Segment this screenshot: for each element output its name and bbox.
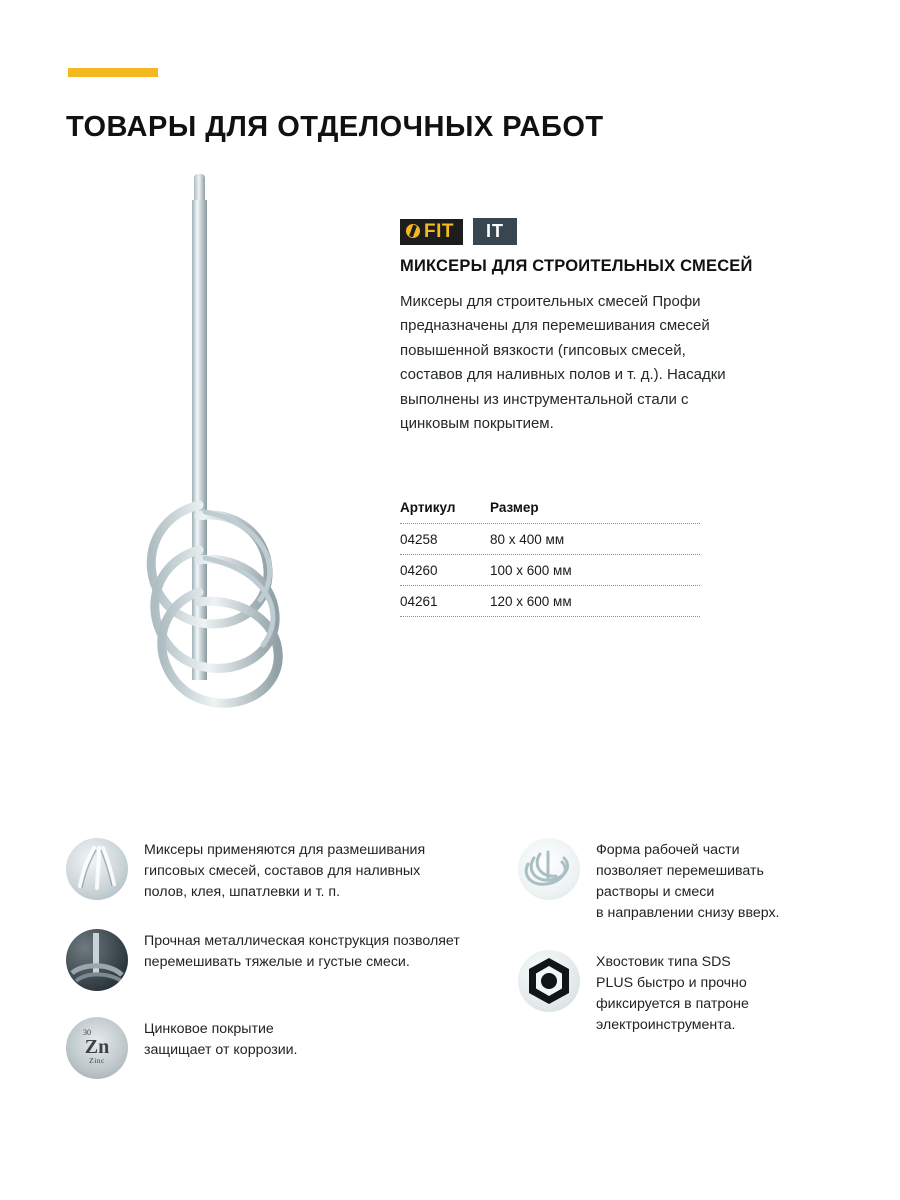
cell-size: 120 x 600 мм	[490, 594, 572, 609]
feature-line: Форма рабочей части	[596, 842, 740, 858]
feature-text-zinc	[144, 1017, 298, 1061]
spec-col-size: Размер	[490, 500, 539, 515]
product-image	[120, 160, 370, 740]
feature-line: Цинковое покрытие	[144, 1021, 274, 1038]
page-title: ТОВАРЫ ДЛЯ ОТДЕЛОЧНЫХ РАБОТ	[66, 111, 604, 144]
feature-line: фиксируется в патроне	[596, 996, 749, 1013]
zinc-element-label	[66, 1029, 128, 1065]
spiral-shape-icon	[518, 838, 580, 900]
cell-article: 04260	[400, 563, 438, 578]
table-row	[400, 554, 700, 585]
feature-text-construction	[144, 929, 460, 973]
sds-plus-shank-icon	[518, 950, 580, 1012]
brand-badge-fit-label: FIT	[424, 220, 454, 242]
feature-line: гипсовых смесей, составов для наливных	[144, 863, 421, 880]
feature-line: Хвостовик типа SDS	[596, 954, 731, 971]
feature-item-application	[66, 838, 466, 903]
spec-table-header	[400, 500, 700, 523]
brand-badge-fit	[400, 219, 463, 245]
cell-size: 80 x 400 мм	[490, 532, 565, 547]
table-row	[400, 585, 700, 617]
feature-line: позволяет перемешивать	[596, 863, 764, 880]
brand-badges	[400, 218, 760, 245]
mixer-blades-icon	[66, 838, 128, 900]
feature-item-construction	[66, 929, 466, 991]
spec-col-article: Артикул	[400, 500, 456, 515]
zinc-symbol: Zn	[84, 1036, 110, 1059]
accent-bar	[68, 68, 158, 77]
feature-item-shape	[518, 838, 878, 924]
brand-badge-it: IT	[473, 218, 517, 245]
cell-size: 100 x 600 мм	[490, 563, 572, 578]
cell-article: 04258	[400, 532, 438, 547]
feature-text-shape	[596, 838, 779, 924]
features-right-column	[518, 838, 878, 1062]
product-description: Миксеры для строительных смесей Профи предназначены для перемешивания смесей повышенной вязкости (гипсовых смесей, составов для наливных полов и т. д.). Насадки выполнены из инструментальной стали с цинковым покрытием.	[400, 293, 726, 433]
product-info	[400, 218, 760, 437]
zinc-atomic-number: 30	[83, 1028, 91, 1038]
feature-line: Миксеры применяются для размешивания	[144, 842, 426, 858]
feature-text-application	[144, 838, 425, 903]
feature-line: растворы и смеси	[596, 884, 715, 901]
fit-logo-icon	[406, 224, 420, 238]
features-left-column	[66, 838, 466, 1105]
product-title: МИКСЕРЫ ДЛЯ СТРОИТЕЛЬНЫХ СМЕСЕЙ	[400, 257, 753, 275]
feature-line: PLUS быстро и прочно	[596, 975, 747, 992]
feature-line: полов, клея, шпатлевки и т. п.	[144, 884, 341, 901]
feature-line: защищает от коррозии.	[144, 1042, 298, 1059]
cell-article: 04261	[400, 594, 438, 609]
feature-text-shank	[596, 950, 749, 1036]
feature-line: в направлении снизу вверх.	[596, 905, 780, 922]
feature-line: электроинструмента.	[596, 1017, 736, 1034]
feature-line: Прочная металлическая конструкция позволяет	[144, 933, 460, 950]
feature-line: перемешивать тяжелые и густые смеси.	[144, 954, 410, 971]
zinc-name: Zinc	[89, 1056, 105, 1066]
feature-item-zinc	[66, 1017, 466, 1079]
spec-table	[400, 500, 700, 617]
table-row	[400, 523, 700, 554]
feature-item-shank	[518, 950, 878, 1036]
metal-construction-icon	[66, 929, 128, 991]
zinc-coating-icon	[66, 1017, 128, 1079]
